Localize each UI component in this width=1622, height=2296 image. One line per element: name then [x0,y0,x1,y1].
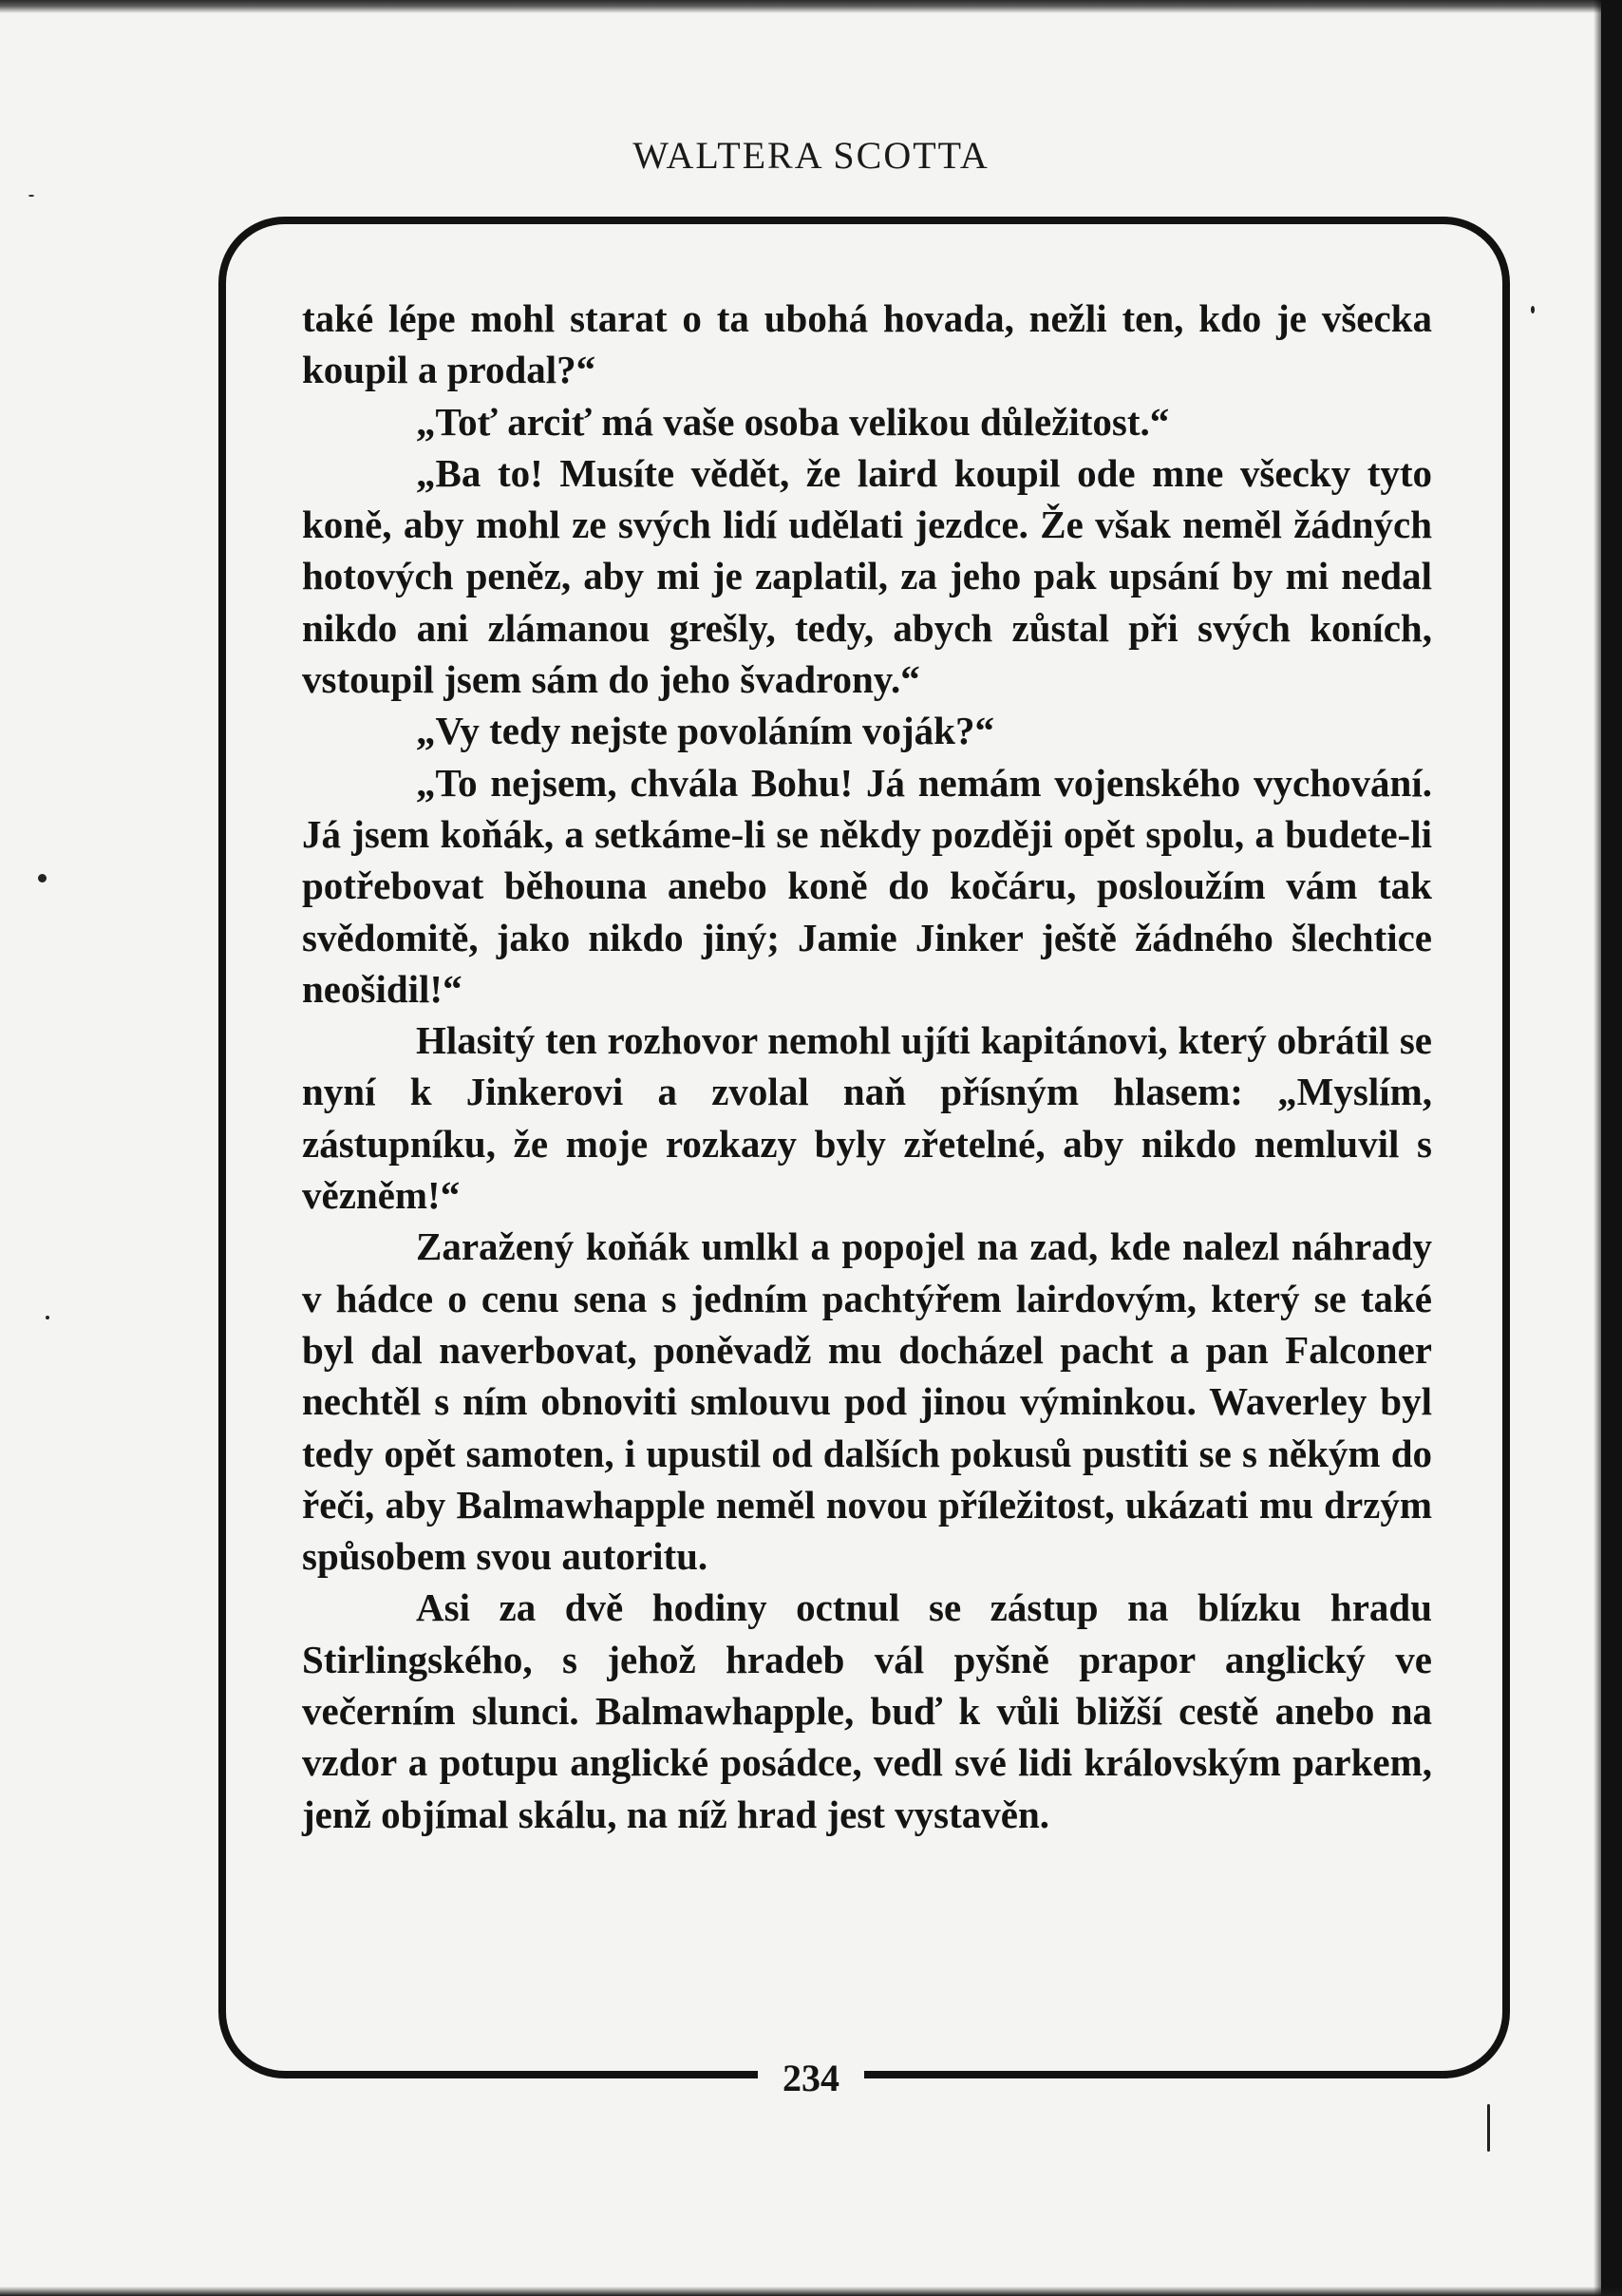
paragraph: „Toť arciť má vaše osoba velikou důležitost.“ [416,399,1170,444]
scan-speck [1531,306,1535,313]
paragraph: „To nejsem, chvála Bohu! Já nemám vojenského vychování. Já jsem koňák, a setkáme-li se někdy později opět spolu, a budete-li potřebovat běhouna anebo koně do kočáru, posloužím vám tak svědomitě, jako nikdo jiný; Jamie Jinker ještě žádného šlechtice neošidil!“ [302,760,1432,1011]
page-number: 234 [758,2057,864,2099]
running-header: WALTERA SCOTTA [632,134,990,177]
paragraph: „Vy tedy nejste povoláním voják?“ [416,709,994,753]
scan-speck [38,874,47,882]
paragraph: Zaražený koňák umlkl a popojel na zad, kde nalezl náhrady v hádce o cenu sena s jedním pachtýřem lairdovým, který se také byl dal naverbovat, poněvadž mu docházel pacht a pan Falconer nechtěl s ním obnoviti smlouvu pod jinou výminkou. Waverley byl tedy opět samoten, i upustil od dalších pokusů pustiti se s někým do řeči, aby Balmawhapple neměl novou příležitost, ukázati mu drzým spůsobem svou autoritu. [302,1224,1432,1579]
paragraph: také lépe mohl starat o ta ubohá hovada, nežli ten, kdo je všecka koupil a prodal?“ [302,296,1432,392]
paragraph: „Ba to! Musíte vědět, že laird koupil ode mne všecky tyto koně, aby mohl ze svých lidí udělati jezdce. Že však neměl žádných hotových peněz, aby mi je zaplatil, za jeho pak upsání by mi nedal nikdo ani zlámanou grešly, tedy, abych zůstal při svých koních, vstoupil jsem sám do jeho švadrony.“ [302,450,1432,702]
scan-speck [46,1316,49,1319]
scan-edge-right [1601,0,1622,2296]
scan-edge-bottom [0,2287,1622,2296]
paragraph: Asi za dvě hodiny octnul se zástup na blízku hradu Stirlingského, s jehož hradeb vál pyšně prapor anglický ve večerním slunci. Balmawhapple, buď k vůli bližší cestě anebo na vzdor a potupu anglické posádce, vedl své lidi královským parkem, jenž objímal skálu, na níž hrad jest vystavěn. [302,1585,1432,1836]
paragraph: Hlasitý ten rozhovor nemohl ujíti kapitánovi, který obrátil se nyní k Jinkerovi a zvolal naň přísným hlasem: „Myslím, zástupníku, že moje rozkazy byly zřetelné, aby nikdo nemluvil s vězněm!“ [302,1018,1432,1218]
scan-edge-top [0,0,1622,13]
scan-edge-shadow [1594,0,1601,2296]
scan-speck [1487,2104,1490,2152]
body-text [302,293,1432,1840]
page-number-row [0,2056,1622,2100]
scan-speck [28,195,34,197]
